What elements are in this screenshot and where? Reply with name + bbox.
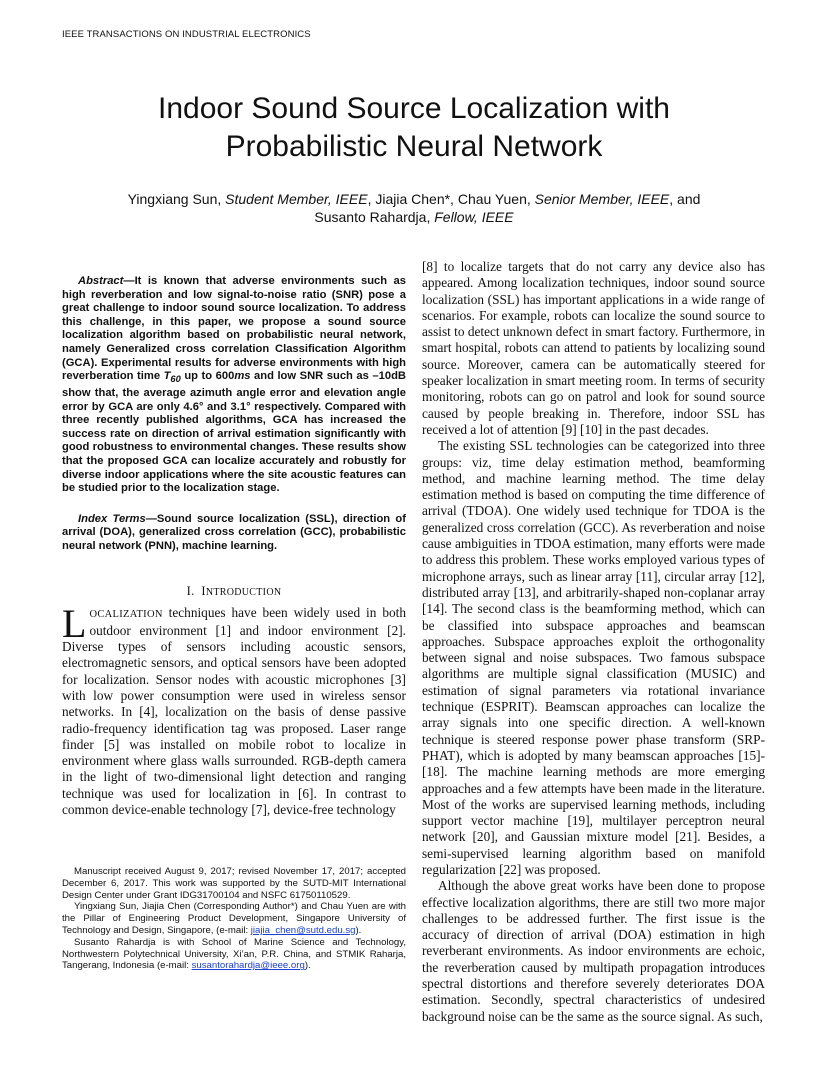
t60-symbol: T — [163, 370, 171, 383]
footnote-text: Yingxiang Sun, Jiajia Chen (Corresponding Author*) and Chau Yuen are with the Pillar of Engineering Product Development, Singapore University of Technology and Design, Singapore, (e-mail: — [62, 901, 406, 936]
abstract — [62, 275, 406, 496]
section-title-rest: NTRODUCTION — [205, 586, 282, 598]
section-title-initial: I — [201, 583, 206, 598]
first-page-footnote — [62, 866, 406, 972]
footnote-affiliation-1 — [62, 901, 406, 936]
body-paragraph: Although the above great works have been done to propose effective localization algorithms, there are still two more major challenges to be addressed further. The first issue is the accuracy of direction of arrival (DOA) estimation in high reverberant environments. As indoor environments are echoic, the reverberation caused by multipath propagation introduces spectral distortions and therefore severely deteriorates DOA estimation. Secondly, spectral characteristics of undesired background noise can be the same as the source signal. As such, — [422, 878, 765, 1024]
section-heading — [62, 584, 406, 599]
author-line-1 — [80, 190, 748, 208]
index-terms — [62, 513, 406, 554]
author-line-2 — [80, 208, 748, 226]
abstract-text: —It is known that adverse environments such as high reverberation and low signal-to-noise ratio (SNR) pose a great challenge to indoor sound source localization. To address this challenge, in this paper, we propose a sound source localization algorithm based on probabilistic neural network, namely Generalized cross correlation Classification Algorithm (GCA). Experimental results for adverse environments with high reverberation time — [62, 275, 406, 383]
author-name: Susanto Rahardja, — [314, 209, 435, 225]
index-terms-lead: Index Terms — [78, 512, 146, 525]
author-membership: Fellow, IEEE — [434, 209, 514, 225]
paper-title — [0, 90, 828, 166]
abstract-text: up to 600 — [180, 370, 235, 383]
running-header: IEEE TRANSACTIONS ON INDUSTRIAL ELECTRONICS — [62, 29, 311, 40]
section-numeral: I. — [186, 583, 195, 598]
drop-cap: L — [62, 600, 87, 646]
email-link[interactable]: jiajia_chen@sutd.edu.sg — [250, 924, 356, 936]
right-column — [422, 259, 765, 1025]
title-line-2: Probabilistic Neural Network — [225, 130, 603, 163]
t60-subscript: 60 — [170, 374, 181, 385]
title-line-1: Indoor Sound Source Localization with — [158, 92, 670, 125]
footnote-manuscript: Manuscript received August 9, 2017; revised November 17, 2017; accepted December 6, 2017. This work was supported by the SUTD-MIT International Design Center under Grant IDG31700104 and NSFC 61750110529. — [62, 866, 406, 901]
footnote-text: ). — [304, 960, 311, 972]
author-membership: Senior Member, IEEE — [534, 191, 670, 207]
left-column — [62, 275, 406, 818]
intro-paragraph — [62, 600, 406, 819]
footnote-text: ). — [355, 924, 362, 936]
index-terms-text: —Sound source localization (SSL), direction of arrival (DOA), generalized cross correlation (GCC), probabilistic neural network (PNN), machine learning. — [62, 512, 406, 552]
footnote-affiliation-2 — [62, 937, 406, 972]
intro-text: techniques have been widely used in both outdoor environment [1] and indoor environment [2]. Diverse types of sensors including acoustic sensors, electromagnetic sensors, and optical sensors have been adopted for localization. Sensor nodes with acoustic microphones [3] with low power consumption were used in wireless sensor networks. In [4], localization on the basis of dense passive radio-frequency identification tag was proposed. Laser range finder [5] was installed on mobile robot to localize in environment where glass walls surrounded. RGB-depth camera in the light of two-dimensional light detection and ranging technique was used for localization in [6]. In contrast to common device-enable technology [7], device-free technology — [62, 604, 406, 818]
author-name: , Jiajia Chen*, Chau Yuen, — [367, 191, 535, 207]
abstract-text: and low SNR such as –10dB show that, the average azimuth angle error and elevation angle error by GCA are only 4.6° and 3.1° respectively. Compared with three recently published algorithms, GCA has increased the success rate on direction of arrival estimation significantly with good robustness to environmental changes. These results show that the proposed GCA can localize accurately and robustly for diverse indoor applications where the site acoustic features can be studied prior to the localization stage. — [62, 370, 406, 495]
author-name: Yingxiang Sun, — [127, 191, 226, 207]
email-link[interactable]: susantorahardja@ieee.org — [191, 960, 305, 972]
author-membership: Student Member, IEEE — [225, 191, 368, 207]
body-paragraph: [8] to localize targets that do not carry any device also has appeared. Among localization techniques, indoor sound source localization (SSL) has important applications in a wide range of scenarios. For example, robots can localize the sound source to assist to detect unknown defect in smart factory. Furthermore, in smart hospital, robots can attend to patients by localizing sound source. Moreover, camera can be automatically steered for speaker localization in smart meeting room. In terms of security monitoring, robots can go on patrol and look for sound source caused by people breaking in. Therefore, indoor SSL has received a lot of attention [9] [10] in the past decades. — [422, 259, 765, 437]
abstract-lead: Abstract — [78, 275, 124, 287]
author-list — [80, 190, 748, 226]
smallcaps-word: OCALIZATION — [89, 608, 163, 620]
unit-ms: ms — [234, 370, 251, 383]
body-paragraph: The existing SSL technologies can be categorized into three groups: viz, time delay estimation method, beamforming method, and machine learning method. The time delay estimation method is based on computing the time difference of arrival (TDOA). One widely used technique for TDOA is the generalized cross correlation (GCC). As reverberation and noise cause ambiguities in TDOA estimation, many efforts were made to address this problem. These works employed various types of microphone arrays, such as linear array [11], circular array [12], distributed array [13], and arbitrarily-shaped non-coplanar array [14]. The second class is the beamforming method, which can be classified into subspace approaches and beamscan approaches. Subspace approaches exploit the orthogonality between signal and noise subspaces. Two famous subspace algorithms are multiple signal classification (MUSIC) and estimation of signal parameters via rotational invariance technique (ESPRIT). Beamscan approaches can localize the array signals into one specific direction. A well-known technique is steered response power phase transform (SRP-PHAT), which is adopted by many beamscan approaches [15]-[18]. The machine learning methods are more emerging approaches and a few attempts have been made in the literature. Most of the works are supervised learning methods, including support vector machine [19], multilayer perceptron neural network [20], and Gaussian mixture model [21]. Besides, a semi-supervised learning algorithm based on manifold regularization [22] was proposed. — [422, 438, 765, 877]
author-separator: , and — [669, 191, 701, 207]
footnote-text: Susanto Rahardja is with School of Marine Science and Technology, Northwestern Polytechnical University, Xi’an, P.R. China, and STMIK Raharja, Tangerang, Indonesia (e-mail: — [62, 936, 406, 972]
